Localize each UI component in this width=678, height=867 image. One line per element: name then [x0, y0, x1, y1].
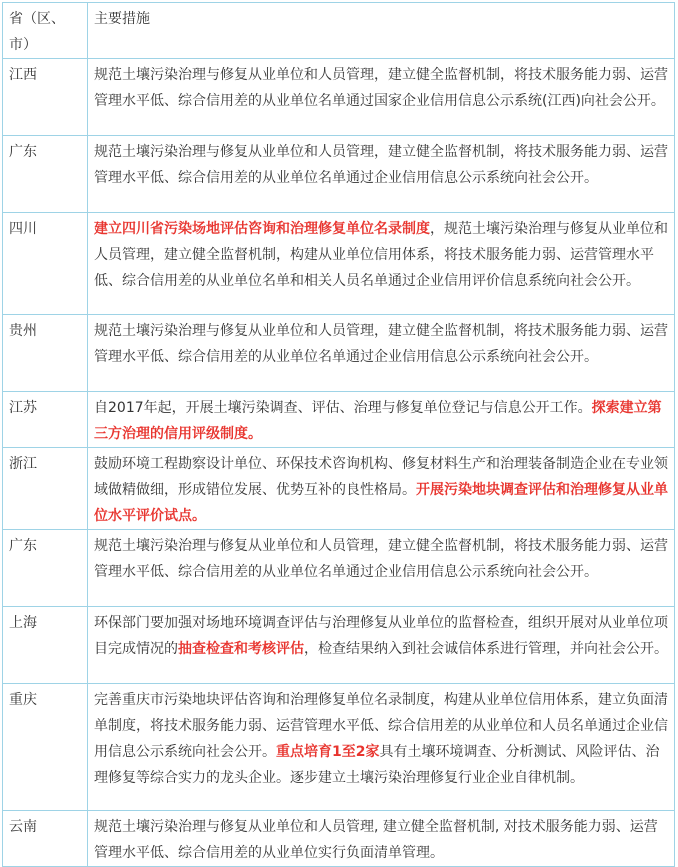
table-row: [3, 213, 675, 315]
table-row: [3, 530, 675, 607]
highlighted-measure-text: 开展污染地块调查评估和治理修复从业单位水平评价试点。: [94, 482, 668, 524]
measure-text: 鼓励环境工程勘察设计单位、环保技术咨询机构、修复材料生产和治理装备制造企业在专业领域做精做细，形成错位发展、优势互补的良性格局。: [94, 456, 668, 498]
measure-text: ，规范土壤污染治理与修复从业单位和人员管理，建立健全监督机制，构建从业单位信用体系，将技术服务能力弱、运营管理水平低、综合信用差的从业单位名单和相关人员名单通过企业信用评价信息系统向社会公开。: [94, 221, 668, 289]
province-cell: 重庆: [3, 684, 88, 811]
measure-text: 规范土壤污染治理与修复从业单位和人员管理，建立健全监督机制，将技术服务能力弱、运营管理水平低、综合信用差的从业单位名单通过企业信用信息公示系统向社会公开。: [94, 323, 668, 365]
province-cell: 上海: [3, 607, 88, 684]
province-cell: 江苏: [3, 392, 88, 448]
table-row: [3, 315, 675, 392]
table-row: [3, 448, 675, 530]
policy-table-body: [3, 3, 675, 867]
measure-text: 规范土壤污染治理与修复从业单位和人员管理，建立健全监督机制，将技术服务能力弱、运营管理水平低、综合信用差的从业单位名单通过国家企业信用信息公示系统(江西)向社会公开。: [94, 67, 668, 109]
table-row: [3, 607, 675, 684]
province-cell: 四川: [3, 213, 88, 315]
measure-text: 自2017年起，开展土壤污染调查、评估、治理与修复单位登记与信息公开工作。: [94, 400, 592, 416]
table-row: [3, 136, 675, 213]
measures-cell: [88, 315, 675, 392]
table-row: [3, 59, 675, 136]
measures-cell: [88, 213, 675, 315]
measures-cell: [88, 448, 675, 530]
province-cell: 广东: [3, 136, 88, 213]
highlighted-measure-text: 建立四川省污染场地评估咨询和治理修复单位名录制度: [94, 221, 430, 237]
highlighted-measure-text: 抽查检查和考核评估: [178, 641, 304, 657]
table-row: [3, 811, 675, 867]
measures-cell: [88, 684, 675, 811]
highlighted-measure-text: 探索建立第三方治理的信用评级制度。: [94, 400, 662, 442]
header-province: 省（区、市）: [3, 3, 88, 59]
measures-cell: [88, 59, 675, 136]
measures-cell: [88, 811, 675, 867]
table-row: [3, 684, 675, 811]
province-cell: 广东: [3, 530, 88, 607]
policy-table: [2, 2, 675, 867]
measure-text: 规范土壤污染治理与修复从业单位和人员管理，建立健全监督机制，将技术服务能力弱、运营管理水平低、综合信用差的从业单位名单通过企业信用信息公示系统向社会公开。: [94, 144, 668, 186]
measures-cell: [88, 607, 675, 684]
province-cell: 贵州: [3, 315, 88, 392]
measure-text: 完善重庆市污染地块评估咨询和治理修复单位名录制度，构建从业单位信用体系，建立负面清单制度，将技术服务能力弱、运营管理水平低、综合信用差的从业单位和人员名单通过企业信用信息公示系统向社会公开。: [94, 692, 668, 760]
header-measures: 主要措施: [88, 3, 675, 59]
highlighted-measure-text: 重点培育1至2家: [276, 744, 380, 760]
measures-cell: [88, 136, 675, 213]
province-cell: 江西: [3, 59, 88, 136]
measure-text: ，检查结果纳入到社会诚信体系进行管理，并向社会公开。: [304, 641, 668, 657]
table-header-row: [3, 3, 675, 59]
measure-text: 规范土壤污染治理与修复从业单位和人员管理, 建立健全监督机制, 对技术服务能力弱、运营管理水平低、综合信用差的从业单位实行负面清单管理。: [94, 819, 658, 861]
measure-text: 规范土壤污染治理与修复从业单位和人员管理，建立健全监督机制，将技术服务能力弱、运营管理水平低、综合信用差的从业单位名单通过企业信用信息公示系统向社会公开。: [94, 538, 668, 580]
province-cell: 云南: [3, 811, 88, 867]
measure-text: 环保部门要加强对场地环境调查评估与治理修复从业单位的监督检查，组织开展对从业单位项目完成情况的: [94, 615, 668, 657]
province-cell: 浙江: [3, 448, 88, 530]
table-row: [3, 392, 675, 448]
measure-text: 具有土壤环境调查、分析测试、风险评估、治理修复等综合实力的龙头企业。逐步建立土壤污染治理修复行业企业自律机制。: [94, 744, 660, 786]
measures-cell: [88, 530, 675, 607]
measures-cell: [88, 392, 675, 448]
